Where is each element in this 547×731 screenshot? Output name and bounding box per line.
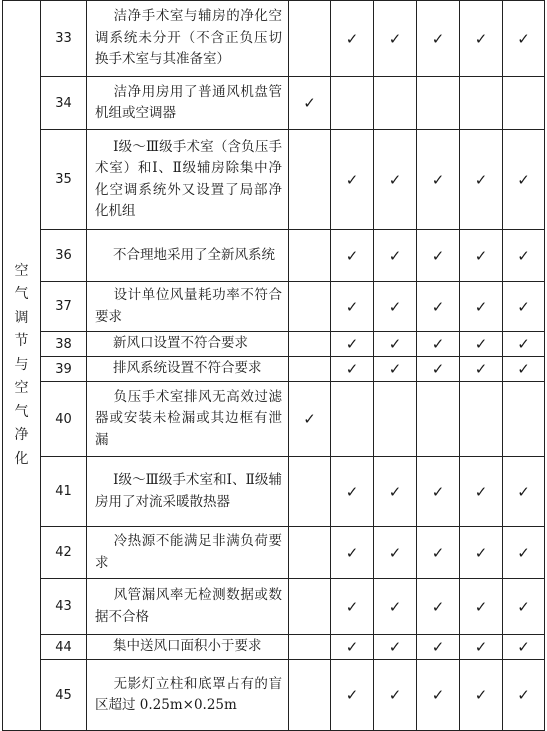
mark-cell-col-1 bbox=[289, 332, 331, 357]
check-mark-icon: ✓ bbox=[474, 335, 488, 353]
check-mark-icon: ✓ bbox=[474, 297, 488, 316]
table-row bbox=[3, 130, 545, 230]
mark-cell-col-1 bbox=[289, 527, 331, 579]
mark-cell-col-1 bbox=[289, 130, 331, 230]
mark-cell-col-6 bbox=[503, 1, 545, 77]
item-number: 41 bbox=[41, 457, 87, 527]
check-mark-icon: ✓ bbox=[303, 94, 316, 112]
item-description-cell bbox=[87, 527, 289, 579]
mark-cell-col-2 bbox=[331, 660, 374, 731]
item-description: 风管漏风率无检测数据或数据不合格 bbox=[95, 587, 282, 625]
check-mark-icon: ✓ bbox=[388, 246, 402, 265]
mark-cell-col-4 bbox=[417, 635, 460, 660]
mark-cell-col-1 bbox=[289, 282, 331, 332]
mark-cell-col-1 bbox=[289, 660, 331, 731]
mark-cell-col-6 bbox=[503, 130, 545, 230]
check-mark-icon: ✓ bbox=[388, 482, 402, 501]
item-number: 43 bbox=[41, 579, 87, 635]
mark-cell-col-6 bbox=[503, 282, 545, 332]
item-description-cell bbox=[87, 635, 289, 660]
mark-cell-col-5 bbox=[460, 130, 503, 230]
item-description: Ⅰ级～Ⅲ级手术室和Ⅰ、Ⅱ级辅房用了对流采暖散热器 bbox=[95, 472, 282, 510]
mark-cell-col-5 bbox=[460, 357, 503, 382]
check-mark-icon: ✓ bbox=[474, 246, 488, 265]
item-description: 集中送风口面积小于要求 bbox=[113, 638, 262, 655]
mark-cell-col-6 bbox=[503, 332, 545, 357]
mark-cell-col-4 bbox=[417, 660, 460, 731]
mark-cell-col-5 bbox=[460, 579, 503, 635]
check-mark-icon: ✓ bbox=[517, 686, 530, 704]
item-number: 35 bbox=[41, 130, 87, 230]
check-mark-icon: ✓ bbox=[388, 170, 402, 189]
item-description-cell bbox=[87, 332, 289, 357]
mark-cell-col-3 bbox=[374, 660, 417, 731]
mark-cell-col-6 bbox=[503, 579, 545, 635]
check-mark-icon: ✓ bbox=[517, 246, 530, 265]
mark-cell-col-3 bbox=[374, 332, 417, 357]
item-number: 37 bbox=[41, 282, 87, 332]
check-mark-icon: ✓ bbox=[345, 360, 359, 378]
mark-cell-col-3 bbox=[374, 130, 417, 230]
check-mark-icon: ✓ bbox=[303, 410, 316, 428]
mark-cell-col-6 bbox=[503, 230, 545, 282]
check-mark-icon: ✓ bbox=[345, 297, 359, 316]
mark-cell-col-2 bbox=[331, 382, 374, 457]
mark-cell-col-6 bbox=[503, 382, 545, 457]
check-mark-icon: ✓ bbox=[388, 297, 402, 316]
check-mark-icon: ✓ bbox=[431, 335, 445, 353]
check-mark-icon: ✓ bbox=[474, 543, 488, 562]
mark-cell-col-5 bbox=[460, 332, 503, 357]
table-row bbox=[3, 77, 545, 130]
mark-cell-col-1 bbox=[289, 357, 331, 382]
item-number: 34 bbox=[41, 77, 87, 130]
table-row bbox=[3, 1, 545, 77]
check-mark-icon: ✓ bbox=[431, 686, 445, 704]
mark-cell-col-4 bbox=[417, 527, 460, 579]
mark-cell-col-3 bbox=[374, 77, 417, 130]
item-description-cell bbox=[87, 457, 289, 527]
mark-cell-col-4 bbox=[417, 457, 460, 527]
item-number: 40 bbox=[41, 382, 87, 457]
check-mark-icon: ✓ bbox=[345, 543, 359, 562]
item-description-cell bbox=[87, 230, 289, 282]
mark-cell-col-2 bbox=[331, 357, 374, 382]
check-mark-icon: ✓ bbox=[431, 29, 445, 48]
item-number: 44 bbox=[41, 635, 87, 660]
check-mark-icon: ✓ bbox=[431, 638, 445, 656]
mark-cell-col-2 bbox=[331, 130, 374, 230]
mark-cell-col-4 bbox=[417, 332, 460, 357]
mark-cell-col-6 bbox=[503, 635, 545, 660]
item-description: 负压手术室排风无高效过滤器或安装未检漏或其边框有泄漏 bbox=[95, 388, 282, 448]
mark-cell-col-5 bbox=[460, 1, 503, 77]
item-number: 45 bbox=[41, 660, 87, 731]
mark-cell-col-2 bbox=[331, 635, 374, 660]
check-mark-icon: ✓ bbox=[345, 29, 359, 48]
mark-cell-col-3 bbox=[374, 230, 417, 282]
check-mark-icon: ✓ bbox=[431, 597, 445, 616]
check-mark-icon: ✓ bbox=[474, 482, 488, 501]
item-description-cell bbox=[87, 77, 289, 130]
mark-cell-col-1 bbox=[289, 457, 331, 527]
check-mark-icon: ✓ bbox=[431, 170, 445, 189]
item-description-cell bbox=[87, 357, 289, 382]
mark-cell-col-6 bbox=[503, 660, 545, 731]
check-mark-icon: ✓ bbox=[345, 686, 359, 704]
mark-cell-col-4 bbox=[417, 230, 460, 282]
check-mark-icon: ✓ bbox=[388, 543, 402, 562]
mark-cell-col-2 bbox=[331, 332, 374, 357]
mark-cell-col-6 bbox=[503, 457, 545, 527]
mark-cell-col-6 bbox=[503, 77, 545, 130]
mark-cell-col-3 bbox=[374, 527, 417, 579]
item-description: 洁净手术室与辅房的净化空调系统未分开（不含正负压切换手术室与其准备室） bbox=[95, 8, 282, 68]
table-row bbox=[3, 357, 545, 382]
table-row bbox=[3, 527, 545, 579]
item-description-cell bbox=[87, 130, 289, 230]
mark-cell-col-5 bbox=[460, 660, 503, 731]
mark-cell-col-2 bbox=[331, 1, 374, 77]
mark-cell-col-6 bbox=[503, 527, 545, 579]
check-mark-icon: ✓ bbox=[345, 638, 359, 656]
table-row bbox=[3, 660, 545, 731]
check-mark-icon: ✓ bbox=[345, 246, 359, 265]
item-description-cell bbox=[87, 382, 289, 457]
mark-cell-col-3 bbox=[374, 382, 417, 457]
item-number: 36 bbox=[41, 230, 87, 282]
check-mark-icon: ✓ bbox=[431, 246, 445, 265]
category-cell bbox=[3, 1, 41, 731]
mark-cell-col-4 bbox=[417, 1, 460, 77]
mark-cell-col-5 bbox=[460, 635, 503, 660]
category-label: 空气调节与空气净化 bbox=[14, 262, 29, 467]
check-mark-icon: ✓ bbox=[388, 597, 402, 616]
mark-cell-col-5 bbox=[460, 527, 503, 579]
mark-cell-col-6 bbox=[503, 357, 545, 382]
check-mark-icon: ✓ bbox=[517, 638, 530, 656]
mark-cell-col-4 bbox=[417, 282, 460, 332]
check-mark-icon: ✓ bbox=[431, 482, 445, 501]
mark-cell-col-2 bbox=[331, 230, 374, 282]
check-mark-icon: ✓ bbox=[345, 597, 359, 616]
check-mark-icon: ✓ bbox=[388, 29, 402, 48]
table-row bbox=[3, 457, 545, 527]
check-mark-icon: ✓ bbox=[517, 482, 530, 501]
inspection-table bbox=[2, 0, 545, 731]
table-row bbox=[3, 579, 545, 635]
check-mark-icon: ✓ bbox=[517, 597, 530, 616]
mark-cell-col-5 bbox=[460, 282, 503, 332]
mark-cell-col-4 bbox=[417, 77, 460, 130]
mark-cell-col-2 bbox=[331, 282, 374, 332]
check-mark-icon: ✓ bbox=[474, 170, 488, 189]
check-mark-icon: ✓ bbox=[431, 360, 445, 378]
item-description: 洁净用房用了普通风机盘管机组或空调器 bbox=[95, 83, 282, 121]
check-mark-icon: ✓ bbox=[517, 297, 530, 316]
mark-cell-col-5 bbox=[460, 457, 503, 527]
item-number: 42 bbox=[41, 527, 87, 579]
check-mark-icon: ✓ bbox=[388, 360, 402, 378]
mark-cell-col-4 bbox=[417, 382, 460, 457]
item-description: 设计单位风量耗功率不符合要求 bbox=[95, 287, 282, 325]
table-row bbox=[3, 332, 545, 357]
check-mark-icon: ✓ bbox=[388, 638, 402, 656]
check-mark-icon: ✓ bbox=[474, 360, 488, 378]
check-mark-icon: ✓ bbox=[517, 543, 530, 562]
item-number: 39 bbox=[41, 357, 87, 382]
mark-cell-col-5 bbox=[460, 77, 503, 130]
item-description: 冷热源不能满足非满负荷要求 bbox=[95, 533, 282, 571]
item-description: 不合理地采用了全新风系统 bbox=[113, 246, 275, 263]
mark-cell-col-2 bbox=[331, 579, 374, 635]
check-mark-icon: ✓ bbox=[431, 543, 445, 562]
mark-cell-col-4 bbox=[417, 579, 460, 635]
mark-cell-col-3 bbox=[374, 579, 417, 635]
mark-cell-col-1 bbox=[289, 382, 331, 457]
mark-cell-col-4 bbox=[417, 357, 460, 382]
item-description-cell bbox=[87, 660, 289, 731]
item-description: 排风系统设置不符合要求 bbox=[113, 360, 262, 377]
check-mark-icon: ✓ bbox=[517, 335, 530, 353]
check-mark-icon: ✓ bbox=[345, 170, 359, 189]
mark-cell-col-1 bbox=[289, 77, 331, 130]
item-description-cell bbox=[87, 579, 289, 635]
check-mark-icon: ✓ bbox=[517, 360, 530, 378]
mark-cell-col-5 bbox=[460, 382, 503, 457]
mark-cell-col-1 bbox=[289, 579, 331, 635]
table-body bbox=[3, 1, 545, 731]
item-number: 33 bbox=[41, 1, 87, 77]
check-mark-icon: ✓ bbox=[474, 638, 488, 656]
mark-cell-col-3 bbox=[374, 635, 417, 660]
mark-cell-col-3 bbox=[374, 457, 417, 527]
mark-cell-col-3 bbox=[374, 282, 417, 332]
mark-cell-col-2 bbox=[331, 527, 374, 579]
table-row bbox=[3, 282, 545, 332]
table-row bbox=[3, 635, 545, 660]
mark-cell-col-2 bbox=[331, 457, 374, 527]
item-description-cell bbox=[87, 1, 289, 77]
item-description: 新风口设置不符合要求 bbox=[113, 335, 248, 352]
table-row bbox=[3, 230, 545, 282]
mark-cell-col-1 bbox=[289, 1, 331, 77]
item-description-cell bbox=[87, 282, 289, 332]
mark-cell-col-1 bbox=[289, 635, 331, 660]
check-mark-icon: ✓ bbox=[474, 29, 488, 48]
item-description: Ⅰ级～Ⅲ级手术室（含负压手术室）和Ⅰ、Ⅱ级辅房除集中净化空调系统外又设置了局部净化机组 bbox=[95, 138, 282, 219]
check-mark-icon: ✓ bbox=[388, 686, 402, 704]
mark-cell-col-2 bbox=[331, 77, 374, 130]
mark-cell-col-5 bbox=[460, 230, 503, 282]
check-mark-icon: ✓ bbox=[345, 335, 359, 353]
check-mark-icon: ✓ bbox=[345, 482, 359, 501]
mark-cell-col-3 bbox=[374, 1, 417, 77]
check-mark-icon: ✓ bbox=[517, 170, 530, 189]
mark-cell-col-3 bbox=[374, 357, 417, 382]
check-mark-icon: ✓ bbox=[474, 686, 488, 704]
check-mark-icon: ✓ bbox=[388, 335, 402, 353]
table-row bbox=[3, 382, 545, 457]
item-number: 38 bbox=[41, 332, 87, 357]
mark-cell-col-1 bbox=[289, 230, 331, 282]
mark-cell-col-4 bbox=[417, 130, 460, 230]
check-mark-icon: ✓ bbox=[517, 29, 530, 48]
check-mark-icon: ✓ bbox=[474, 597, 488, 616]
item-description: 无影灯立柱和底罩占有的盲区超过 0.25m×0.25m bbox=[95, 675, 282, 713]
check-mark-icon: ✓ bbox=[431, 297, 445, 316]
